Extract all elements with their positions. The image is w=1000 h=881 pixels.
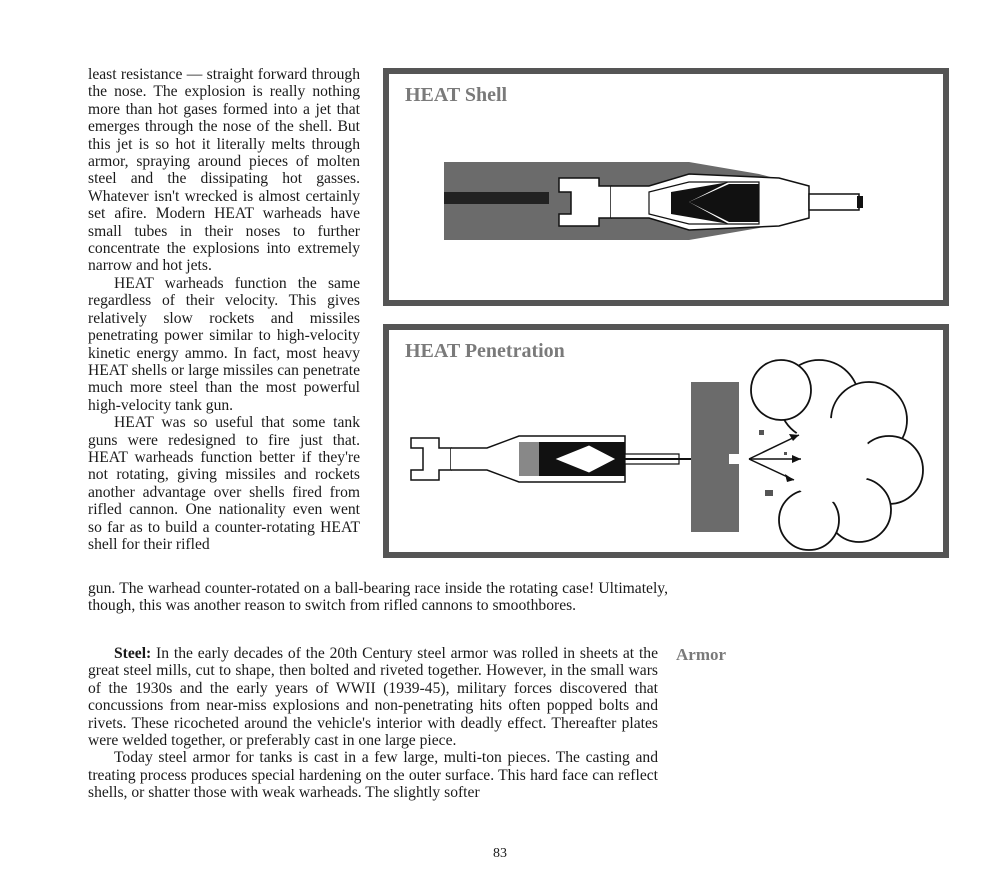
figure-heat-penetration: [383, 324, 949, 558]
figure-title-heat-shell: HEAT Shell: [405, 84, 508, 106]
heat-shell-diagram: [389, 74, 943, 300]
paragraph-cast-armor: Today steel armor for tanks is cast in a few large, multi-ton pieces. The casting and treating process produces special hardening on the outer surface. This hard face can reflect shells, or shatter those with weak warheads. The slightly softer: [88, 749, 658, 802]
figure-heat-shell: [383, 68, 949, 306]
paragraph-continuation: gun. The warhead counter-rotated on a ball-bearing race inside the rotating case! Ultimately, though, this was another reason to switch from rifled cannons to smoothbores.: [88, 580, 668, 615]
steel-lead-term: Steel:: [114, 645, 152, 662]
heat-penetration-diagram: [389, 330, 943, 552]
section-heading-armor: Armor: [676, 645, 727, 664]
continuation-paragraph: [88, 580, 668, 615]
paragraph-heat-velocity: HEAT warheads function the same regardless of their velocity. This gives relatively slow rockets and missiles penetrating power similar to high-velocity kinetic energy ammo. In fact, most heavy HEAT shells or large missiles can penetrate much more steel than the most powerful high-velocity tank gun.: [88, 274, 360, 414]
paragraph-steel: [88, 645, 658, 749]
steel-paragraph-text: In the early decades of the 20th Century steel armor was rolled in sheets at the great steel mills, cut to shape, then bolted and riveted together. However, in the small wars of the 1930s and the early years of WWII (1939-45), military forces discovered that concussions from near-miss explosions and non-penetrating hits often popped bolts and rivets. These ricocheted around the vehicle's interior with deadly effect. Thereafter plates were welded together, or preferably cast in one large piece.: [88, 645, 658, 750]
figure-title-heat-penetration: HEAT Penetration: [405, 340, 565, 362]
paragraph-heat-jet: least resistance — straight forward through the nose. The explosion is really nothing more than hot gases formed into a jet that emerges through the nose of the shell. But this jet is so hot it literally melts through armor, spraying around pieces of molten steel and the dissipating hot gasses. Whatever isn't wrecked is almost certainly set afire. Modern HEAT warheads have small tubes in their noses to further concentrate the explosions into extremely narrow and hot jets.: [88, 66, 360, 275]
left-column-text: [88, 66, 360, 553]
page-number: 83: [493, 846, 507, 861]
paragraph-heat-rifled: HEAT was so useful that some tank guns were redesigned to fire just that. HEAT warheads function better if they're not rotating, giving missiles and rockets another advantage over shells fired from rifled cannon. One nationality even went so far as to build a counter-rotating HEAT shell for their rifled: [88, 414, 360, 553]
armor-section: [88, 645, 658, 802]
